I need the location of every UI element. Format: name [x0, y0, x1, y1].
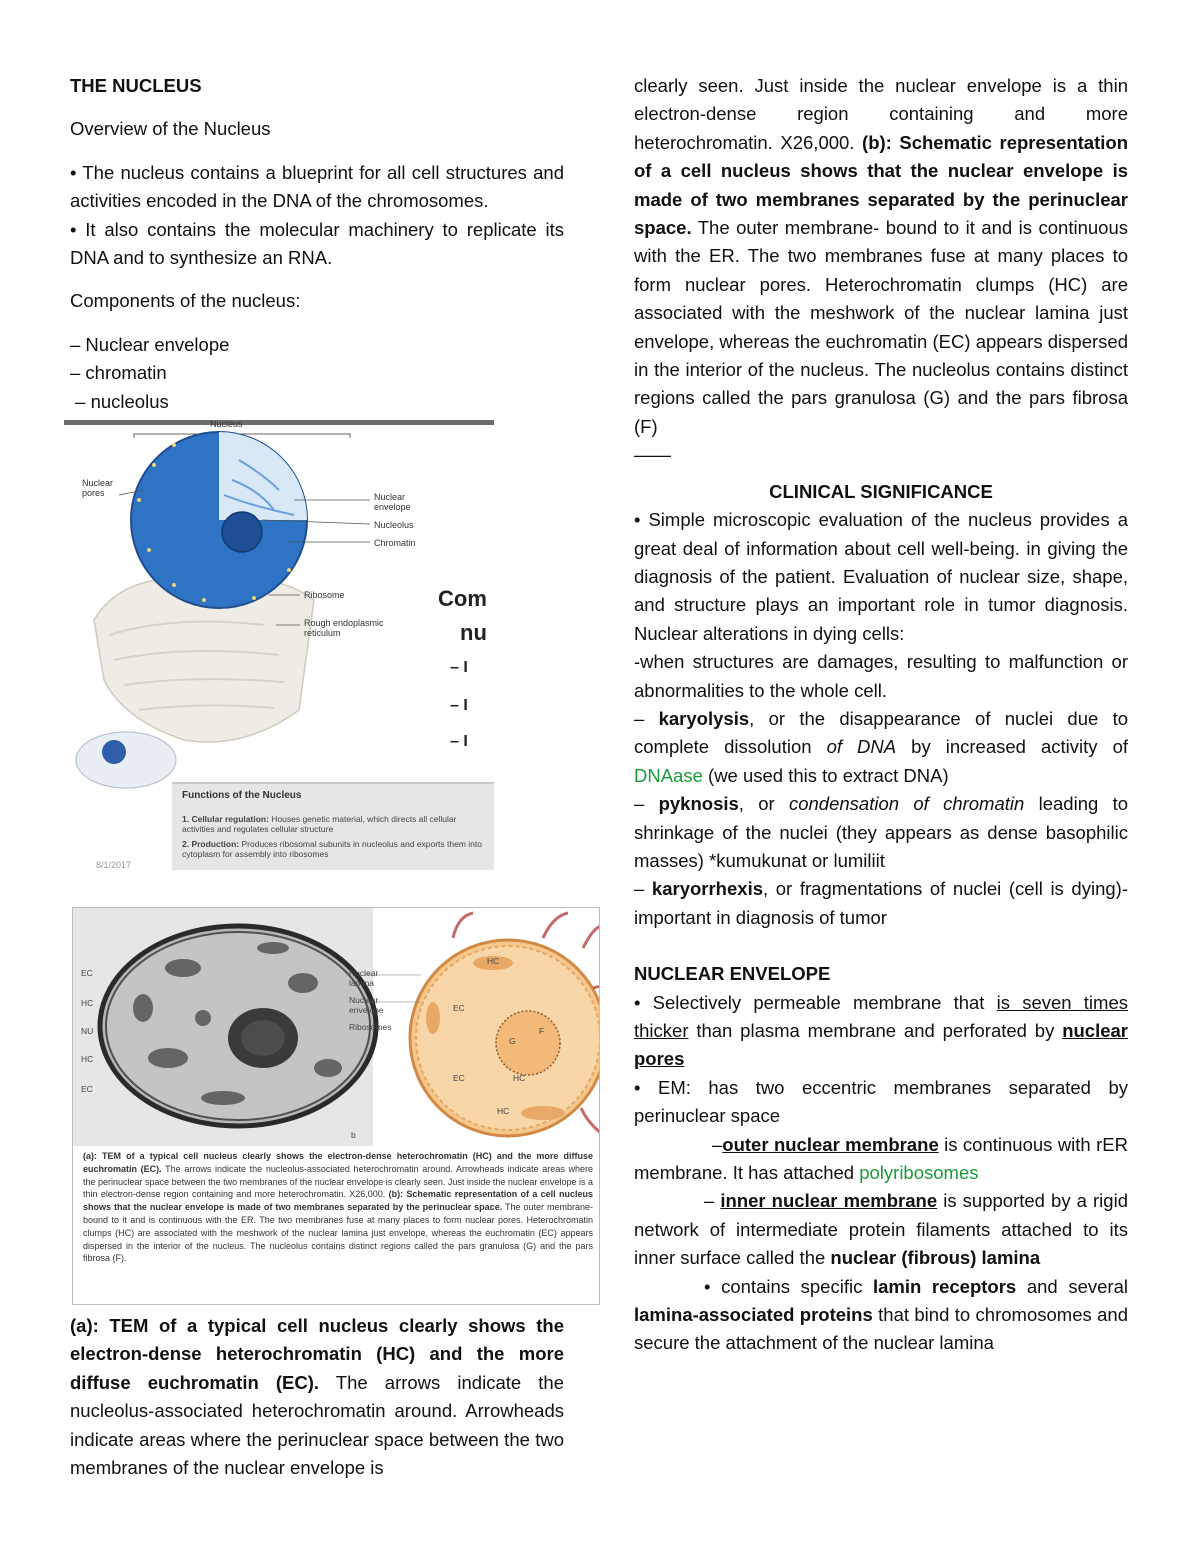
right-column: [634, 72, 1128, 1358]
tem-figure: [72, 907, 600, 1305]
panel-b-label: b: [351, 1130, 356, 1140]
label-nuclear-pores: Nuclear pores: [82, 478, 114, 498]
outer-membrane-item: –outer nuclear membrane is continuous with rER membrane. It has attached polyribosomes: [634, 1133, 1128, 1184]
components-heading: Components of the nucleus:: [70, 290, 301, 312]
karyolysis-item: – karyolysis, or the disappearance of nuclei due to complete dissolution of DNA by increased activity of DNAase (we used this to extract DNA): [634, 707, 1129, 786]
overlay-dash: – I: [450, 733, 468, 750]
figure-caption-text: (a): TEM of a typical cell nucleus clearly shows the electron-dense heterochromatin (HC) and the more diffuse euchromatin (EC). The arrows indicate the nucleolus-associated heterochromatin around. Arrowheads indicate areas where the perinuclear space between the two membranes of the nuclear envelope is: [70, 1315, 564, 1479]
schematic-label-ec: EC: [453, 1073, 465, 1083]
envelope-bullet: • Selectively permeable membrane that is seven times thicker than plasma membrane and perforated by nuclear pores: [634, 991, 1128, 1070]
component-item: – chromatin: [70, 362, 167, 384]
overview-bullet-2: • It also contains the molecular machinery to replicate its DNA and to synthesize an RNA.: [70, 218, 564, 269]
schematic-label-hc: HC: [513, 1073, 526, 1083]
tem-label: EC: [81, 968, 93, 978]
lamin-item: • contains specific lamin receptors and several lamina-associated proteins that bind to chromosomes and secure the attachment of the nuclear lamina: [634, 1275, 1128, 1354]
document-title: THE NUCLEUS: [70, 75, 202, 96]
clinical-paragraph: -when structures are damages, resulting to malfunction or abnormalities to the whole cell.: [634, 651, 1128, 701]
tem-label: EC: [81, 1084, 93, 1094]
label-nucleolus: Nucleolus: [374, 520, 414, 530]
label-chromatin: Chromatin: [374, 538, 416, 548]
schematic-label-envelope: Nuclear envelope: [349, 995, 384, 1015]
schematic-label-hc: HC: [487, 956, 500, 966]
envelope-bullet: • EM: has two eccentric membranes separated by perinuclear space: [634, 1076, 1128, 1127]
overlay-nu: nu: [460, 620, 487, 645]
schematic-label-f: F: [539, 1026, 545, 1036]
caption-continuation: clearly seen. Just inside the nuclear envelope is a thin electron-dense region containing and more heterochromatin. X26,000. (b): Schematic representation of a cell nucleus shows that the nuclear envelope is made of two membranes separated by the perinuclear space. The outer membrane- bound to it and is continuous with the ER. The two membranes fuse at many places to form nuclear pores. Heterochromatin clumps (HC) are associated with the meshwork of the nuclear lamina just envelope, whereas the euchromatin (EC) appears dispersed in the interior of the nucleus. The nucleolus contains distinct regions called the pars granulosa (G) and the pars fibrosa (F): [634, 75, 1128, 437]
envelope-heading: NUCLEAR ENVELOPE: [634, 963, 831, 985]
schematic-label-g: G: [509, 1036, 516, 1046]
slide-date: 8/1/2017: [96, 860, 132, 870]
tem-label: NU: [81, 1026, 94, 1036]
figure-caption-small: (a): TEM of a typical cell nucleus clearly shows the electron-dense heterochromatin (HC) and the more diffuse euchromatin (EC). The arrows indicate the nucleolus-associated heterochromatin around. Arrowheads indicate areas where the perinuclear space between the two membranes of the nuclear envelope is clearly seen. Just inside the nuclear envelope is a thin electron-dense region containing and more heterochromatin. X26,000. (b): Schematic representation of a cell nucleus shows that the nuclear envelope is made of two membranes separated by the perinuclear space. The outer membrane- bound to it and is continuous with the ER. The two membranes fuse at many places to form nuclear pores. Heterochromatin clumps (HC) are associated with the meshwork of the nuclear lamina just envelope, whereas the euchromatin (EC) appears dispersed in the interior of the nucleus. The nucleolus contains distinct regions called the pars granulosa (G) and the pars fibrosa (F).: [83, 1151, 593, 1264]
label-nuclear-envelope: Nuclear envelope: [374, 492, 411, 512]
schematic-label-ec: EC: [453, 1003, 465, 1013]
schematic-label-hc: HC: [497, 1106, 510, 1116]
clinical-paragraph: • Simple microscopic evaluation of the nucleus provides a great deal of information about cell well-being. in giving the diagnosis of the patient. Evaluation of nuclear size, shape, and structure plays an important role in tumor diagnosis. Nuclear alterations in dying cells:: [634, 509, 1128, 644]
karyorrhexis-item: – karyorrhexis, or fragmentations of nuclei (cell is dying)-important in diagnosis of tumor: [634, 878, 1128, 928]
function-item: 1. Cellular regulation: Houses genetic material, which directs all cellular activities and regulates cellular structure: [182, 814, 457, 834]
tem-label: HC: [81, 1054, 94, 1064]
left-column: [70, 72, 564, 416]
label-nucleus-top: Nucleus: [210, 420, 243, 429]
clinical-heading: CLINICAL SIGNIFICANCE: [769, 480, 993, 502]
overlay-dash: – I: [450, 697, 468, 714]
inner-membrane-item: – inner nuclear membrane is supported by a rigid network of intermediate protein filaments attached to its inner surface called the nuclear (fibrous) lamina: [634, 1190, 1128, 1269]
tem-panels: [73, 908, 600, 1148]
separator: ——: [634, 444, 671, 466]
functions-box: [172, 782, 494, 870]
component-item: – nucleolus: [70, 390, 169, 412]
overview-heading: Overview of the Nucleus: [70, 118, 271, 140]
function-item: 2. Production: Produces ribosomal subunits in nucleolus and exports them into cytoplasm for assembly into ribosomes: [182, 839, 482, 859]
overlay-dash: – I: [450, 659, 468, 676]
tem-label: HC: [81, 998, 94, 1008]
overlay-com: Com: [438, 586, 487, 611]
overview-bullet-1: • The nucleus contains a blueprint for all cell structures and activities encoded in the DNA of the chromosomes.: [70, 161, 564, 212]
schematic-label-ribosomes: Ribosomes: [349, 1022, 392, 1032]
component-item: – Nuclear envelope: [70, 333, 230, 355]
nucleus-illustration: [64, 420, 494, 875]
label-rough-er: Rough endoplasmic reticulum: [304, 618, 384, 638]
pyknosis-item: – pyknosis, or condensation of chromatin leading to shrinkage of the nuclei (they appears as dense basophilic masses) *kumukunat or lumiliit: [634, 793, 1129, 871]
functions-title: Functions of the Nucleus: [182, 790, 302, 801]
schematic-label-lamina: Nuclear lamina: [349, 968, 379, 988]
label-ribosome: Ribosome: [304, 590, 345, 600]
